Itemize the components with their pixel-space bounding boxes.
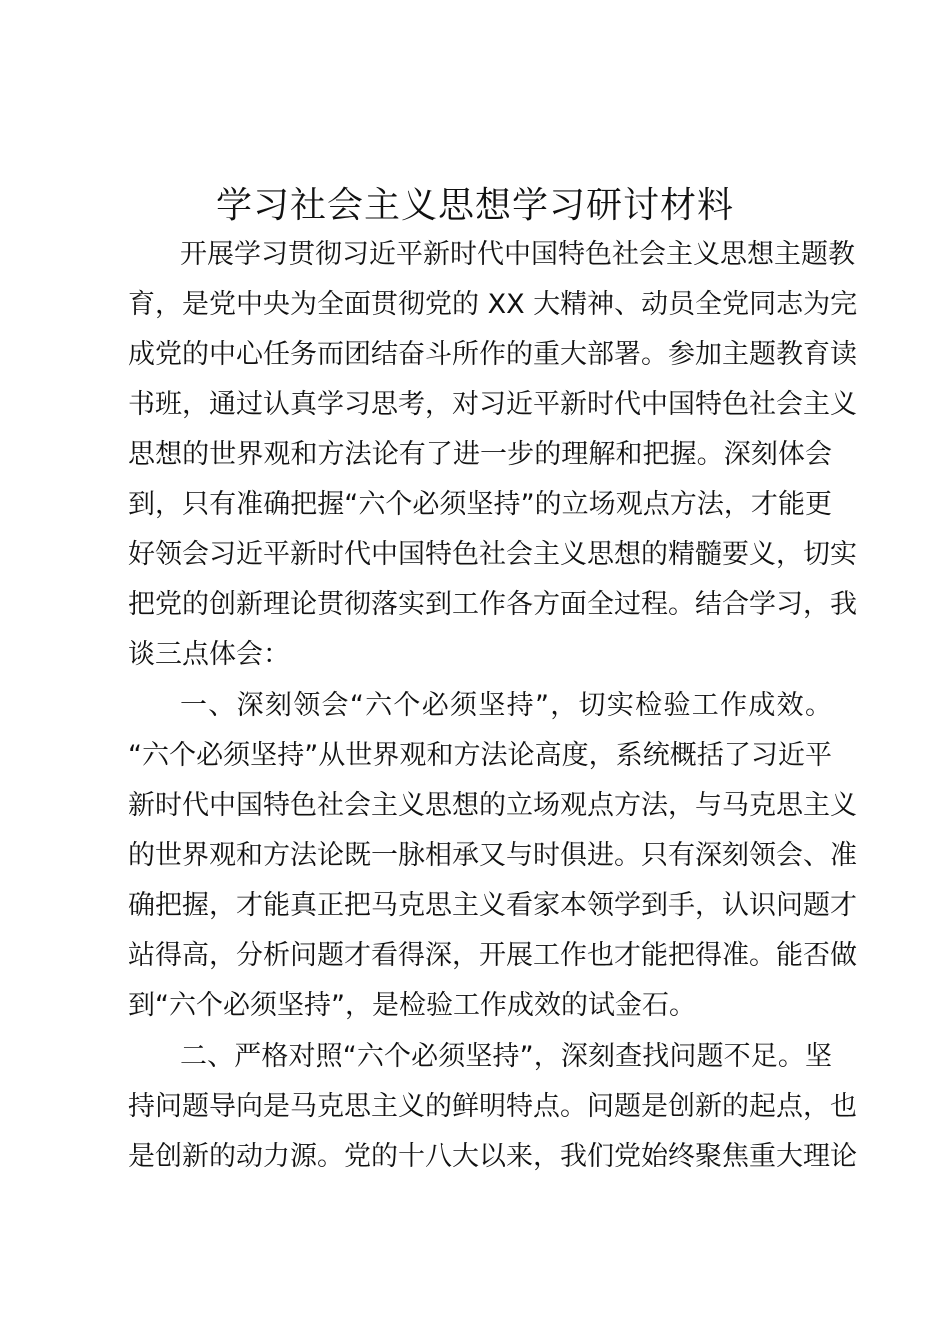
paragraph-2-line-6: 站得高，分析问题才看得深，开展工作也才能把得准。能否做 [128, 940, 857, 971]
paragraph-1-line-1: 开展学习贯彻习近平新时代中国特色社会主义思想主题教 [180, 239, 855, 270]
paragraph-1-line-9: 谈三点体会： [128, 639, 290, 670]
section-2-heading-line: 二、严格对照“六个必须坚持”，深刻查找问题不足。坚 [180, 1041, 832, 1072]
paragraph-1-line-6: 到，只有准确把握“六个必须坚持”的立场观点方法，才能更 [128, 489, 832, 520]
paragraph-2-line-2: “六个必须坚持”从世界观和方法论高度，系统概括了习近平 [128, 740, 832, 771]
paragraph-1-line-4: 书班，通过认真学习思考，对习近平新时代中国特色社会主义 [128, 389, 857, 420]
paragraph-3-line-2: 持问题导向是马克思主义的鲜明特点。问题是创新的起点，也 [128, 1091, 857, 1122]
section-1-heading-line: 一、深刻领会“六个必须坚持”，切实检验工作成效。 [180, 690, 832, 721]
paragraph-2-line-3: 新时代中国特色社会主义思想的立场观点方法，与马克思主义 [128, 790, 857, 821]
paragraph-2-line-5: 确把握，才能真正把马克思主义看家本领学到手，认识问题才 [128, 890, 857, 921]
paragraph-2-line-7: 到“六个必须坚持”，是检验工作成效的试金石。 [128, 990, 696, 1021]
paragraph-1-line-2: 育，是党中央为全面贯彻党的 XX 大精神、动员全党同志为完 [128, 289, 858, 320]
paragraph-1-line-8: 把党的创新理论贯彻落实到工作各方面全过程。结合学习，我 [128, 589, 857, 620]
paragraph-1-line-5: 思想的世界观和方法论有了进一步的理解和把握。深刻体会 [128, 439, 832, 470]
paragraph-1-line-7: 好领会习近平新时代中国特色社会主义思想的精髓要义，切实 [128, 539, 857, 570]
paragraph-3-line-3: 是创新的动力源。党的十八大以来，我们党始终聚焦重大理论 [128, 1141, 857, 1172]
document-title: 学习社会主义思想学习研讨材料 [215, 185, 734, 226]
paragraph-1-line-3: 成党的中心任务而团结奋斗所作的重大部署。参加主题教育读 [128, 339, 857, 370]
paragraph-2-line-4: 的世界观和方法论既一脉相承又与时俱进。只有深刻领会、准 [128, 840, 857, 871]
